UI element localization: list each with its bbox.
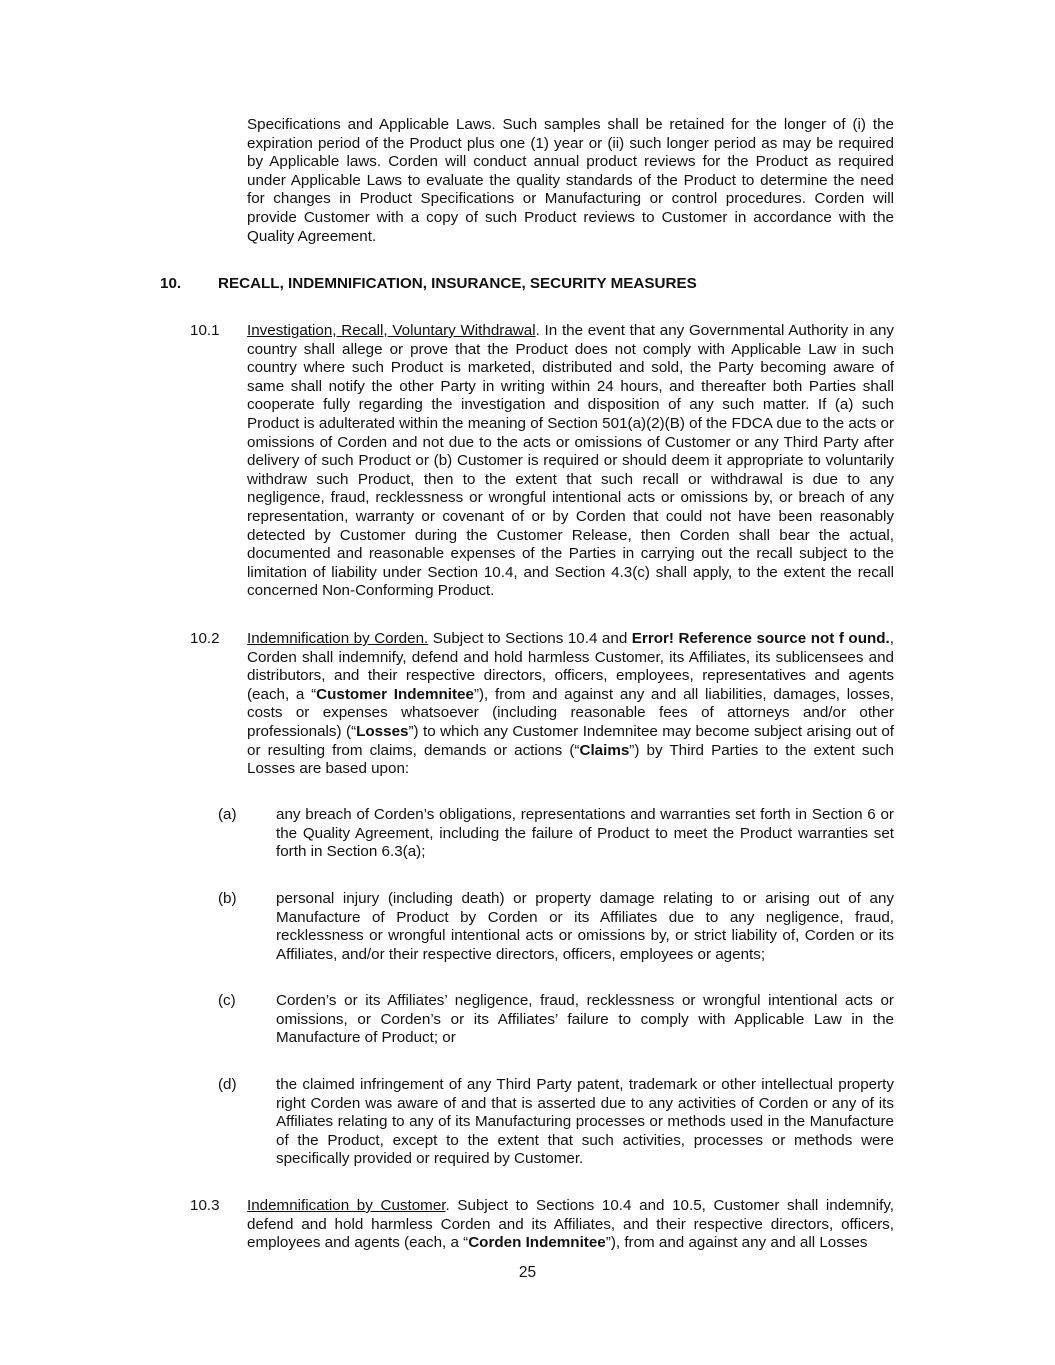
clause-10-1-number: 10.1 [190, 322, 220, 339]
clause-10-2-paragraph [247, 630, 894, 779]
clause-10-2-number: 10.2 [190, 630, 220, 647]
item-d-label: (d) [218, 1076, 237, 1093]
page-number: 25 [518, 1264, 537, 1281]
clause-10-1-body: . In the event that any Governmental Authority in any country shall allege or prove that the Product does not comply with Applicable Law in such country where such Product is marketed, distributed and sold, the Party becoming aware of same shall notify the other Party in writing within 24 hours, and thereafter both Parties shall cooperate fully regarding the investigation and disposition of any such matter. If (a) such Product is adulterated within the meaning of Section 501(a)(2)(B) of the FDCA due to the acts or omissions of Corden and not due to the acts or omissions of Customer or any Third Party after delivery of such Product or (b) Customer is required or should deem it appropriate to voluntarily withdraw such Product, then to the extent that such recall or withdrawal is due to any negligence, fraud, recklessness or wrongful intentional acts or omissions by, or breach of any representation, warranty or covenant of or by Corden that could not have been reasonably detected by Customer during the Customer Release, then Corden shall bear the actual, documented and reasonable expenses of the Parties in carrying out the recall subject to the limitation of liability under Section 10.4, and Section 4.3(c) shall apply, to the extent the recall concerned Non-Conforming Product. [247, 322, 894, 600]
item-a-label: (a) [218, 806, 237, 823]
clause-10-2-text-3: ”), from and against any and all liabilities, damages, losses, costs or expenses whatsoever (including reasonable fees of attorneys and/or other professionals) (“ [247, 685, 895, 740]
clause-10-3-text-1: . Subject to Sections 10.4 and 10.5, Customer shall indemnify, defend and hold harmless Corden and its Affiliates, and their respective directors, officers, employees and agents (each, a “ [247, 1197, 895, 1252]
section-number: 10. [160, 275, 182, 292]
clause-10-3-heading: Indemnification by Customer [247, 1197, 446, 1214]
clause-10-3-paragraph [247, 1197, 894, 1253]
section-title: RECALL, INDEMNIFICATION, INSURANCE, SECURITY MEASURES [218, 275, 697, 292]
item-c-text: Corden’s or its Affiliates’ negligence, fraud, recklessness or wrongful intentional acts or omissions, or Corden’s or its Affiliates’ failure to comply with Applicable Law in the Manufacture of Product; or [276, 992, 894, 1047]
item-b-label: (b) [218, 890, 237, 907]
item-a-text: any breach of Corden’s obligations, representations and warranties set forth in Section 6 or the Quality Agreement, including the failure of Product to meet the Product warranties set forth in Section 6.3(a); [276, 806, 894, 861]
clause-10-3-number: 10.3 [190, 1197, 220, 1214]
item-c-label: (c) [218, 992, 236, 1009]
clause-10-1-paragraph [247, 322, 894, 601]
clause-10-2-text-2: , Corden shall indemnify, defend and hold harmless Customer, its Affiliates, its sublicensees and distributors, and their respective directors, officers, employees, representatives and agents (each, a “ [247, 630, 894, 703]
defined-term-corden-indemnitee: Corden Indemnitee [468, 1234, 606, 1252]
error-reference: Error! Reference source not f ound. [631, 630, 890, 647]
item-b-text: personal injury (including death) or property damage relating to or arising out of any Manufacture of Product by Corden or its Affiliates due to any negligence, fraud, recklessness or wrongful intentional acts or omissions by, or strict liability of, Corden or its Affiliates, and/or their respective directors, officers, employees or agents; [276, 890, 894, 963]
clause-10-3-text-2: ”), from and against any and all Losses [605, 1234, 868, 1252]
clause-10-2-heading: Indemnification by Corden. [247, 630, 429, 647]
defined-term-losses: Losses [356, 722, 409, 740]
clause-10-2-text-1: Subject to Sections 10.4 and [428, 630, 632, 647]
clause-10-1-heading: Investigation, Recall, Voluntary Withdrawal [247, 322, 536, 339]
clause-10-2-text-4: ”) to which any Customer Indemnitee may become subject arising out of or resulting from claims, demands or actions (“ [247, 722, 894, 759]
clause-10-2-text-5: ”) by Third Parties to the extent such Losses are based upon: [247, 741, 894, 778]
intro-paragraph: Specifications and Applicable Laws. Such samples shall be retained for the longer of (i) the expiration period of the Product plus one (1) year or (ii) such longer period as may be required by Applicable laws. Corden will conduct annual product reviews for the Product as required under Applicable Laws to evaluate the quality standards of the Product to determine the need for changes in Product Specifications or Manufacturing or control procedures. Corden will provide Customer with a copy of such Product reviews to Customer in accordance with the Quality Agreement. [247, 116, 894, 245]
defined-term-claims: Claims [579, 741, 630, 759]
defined-term-customer-indemnitee: Customer Indemnitee [316, 685, 474, 703]
item-d-text: the claimed infringement of any Third Party patent, trademark or other intellectual property right Corden was aware of and that is asserted due to any activities of Corden or any of its Affiliates relating to any of its Manufacturing processes or methods used in the Manufacture of the Product, except to the extent that such activities, processes or methods were specifically provided or required by Customer. [276, 1076, 894, 1168]
